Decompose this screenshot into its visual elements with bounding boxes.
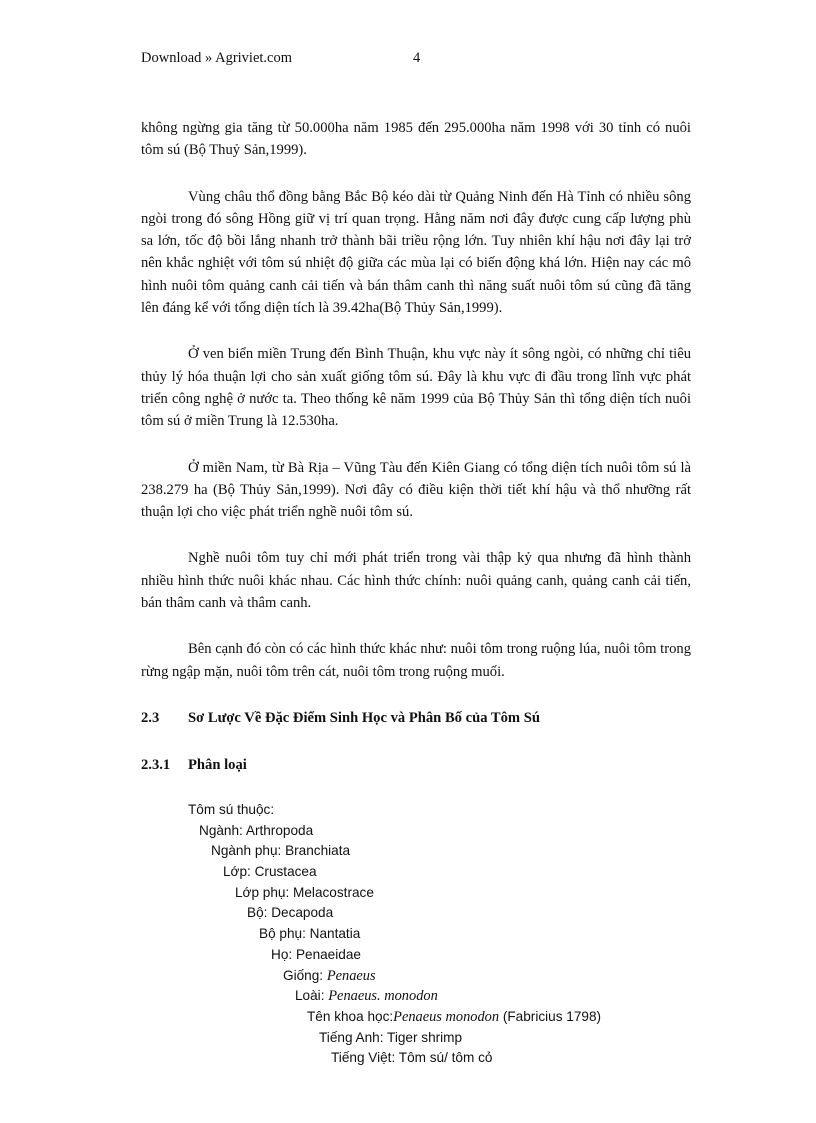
taxonomy-rank-label: Ngành phụ: (211, 843, 286, 859)
taxonomy-rank-value: Melacostrace (293, 884, 374, 900)
taxonomy-rank-value: Penaeus. monodon (328, 988, 438, 1005)
header-source: Download » Agriviet.com (141, 50, 293, 66)
paragraph-other-forms: Bên cạnh đó còn có các hình thức khác như: nuôi tôm trong ruộng lúa, nuôi tôm trong rừng ngập mặn, nuôi tôm trên cát, nuôi tôm trong ruộng muối. (141, 641, 691, 680)
taxonomy-rank-label: Lớp: (223, 864, 255, 880)
taxonomy-rank-suffix: (Fabricius 1798) (499, 1008, 602, 1024)
paragraph-north-delta: Vùng châu thổ đồng bằng Bắc Bộ kéo dài từ Quảng Ninh đến Hà Tỉnh có nhiều sông ngòi trong đó sông Hồng giữ vị trí quan trọng. Hằng năm nơi đây được cung cấp lượng phù sa lớn, tốc độ bồi lắng nhanh trở thành bãi triều rộng lớn. Tuy nhiên khí hậu nơi đây lại trở nên khắc nghiệt với tôm sú nhiệt độ giữa các mùa lại có biến động khá lớn. Hiện nay các mô hình nuôi tôm quảng canh cải tiến và bán thâm canh thì năng suất nuôi tôm sú cũng đã tăng lên đáng kể với tổng diện tích là 39.42ha(Bộ Thủy Sản,1999). (141, 188, 691, 317)
taxonomy-rank-value: Penaeus monodon (393, 1008, 500, 1025)
paragraph-south: Ở miền Nam, từ Bà Rịa – Vũng Tàu đến Kiên Giang có tổng diện tích nuôi tôm sú là 238.279 ha (Bộ Thủy Sản,1999). Nơi đây có điều kiện thời tiết khí hậu và thổ nhưỡng rất thuận lợi cho việc phát triển nghề nuôi tôm sú. (141, 459, 691, 521)
taxonomy-rank-value: Tôm sú/ tôm cỏ (398, 1050, 493, 1066)
taxonomy-rank (141, 1007, 691, 1028)
taxonomy-rank-label: Bộ: (247, 905, 272, 921)
page-number: 4 (413, 50, 421, 66)
subsection-heading (141, 754, 691, 776)
taxonomy-rank-value: Tiger shrimp (387, 1029, 463, 1045)
page-header (141, 50, 681, 70)
taxonomy-rank (141, 1028, 691, 1049)
taxonomy-rank (141, 924, 691, 945)
taxonomy-rank-label: Tiếng Việt: (331, 1050, 399, 1066)
taxonomy-rank (141, 821, 691, 842)
taxonomy-rank-label: Họ: (271, 946, 296, 962)
taxonomy-rank-label: Loài: (295, 988, 329, 1004)
taxonomy-rank-value: Nantatia (309, 926, 361, 942)
paragraph-intro-continuation: không ngừng gia tăng từ 50.000ha năm 1985 đến 295.000ha năm 1998 với 30 tỉnh có nuôi tôm sú (Bộ Thuỷ Sản,1999). (141, 120, 691, 159)
taxonomy-intro: Tôm sú thuộc: (188, 801, 275, 817)
taxonomy-rank-label: Bộ phụ: (259, 926, 310, 942)
taxonomy-rank (141, 841, 691, 862)
section-title: Sơ Lược Về Đặc Điểm Sinh Học và Phân Bố của Tôm Sú (188, 709, 540, 726)
document-body (141, 117, 691, 1069)
taxonomy-rank-label: Tiếng Anh: (319, 1029, 388, 1045)
taxonomy-rank-value: Branchiata (285, 843, 351, 859)
taxonomy-rank-value: Penaeidae (295, 946, 361, 962)
subsection-title: Phân loại (188, 756, 247, 773)
taxonomy-rank-value: Crustacea (254, 864, 317, 880)
taxonomy-rank-value: Arthropoda (245, 822, 314, 838)
taxonomy-rank (141, 862, 691, 883)
paragraph-central-coast: Ở ven biển miền Trung đến Bình Thuận, khu vực này ít sông ngòi, có những chỉ tiêu thủy lý hóa thuận lợi cho sản xuất giống tôm sú. Đây là khu vực đi đầu trong lĩnh vực phát triển công nghệ ở nước ta. Theo thống kê năm 1999 của Bộ Thủy Sản thì tổng diện tích nuôi tôm sú ở miền Trung là 12.530ha. (141, 346, 691, 430)
taxonomy-rank-label: Lớp phụ: (235, 884, 294, 900)
taxonomy-rank (141, 986, 691, 1007)
taxonomy-rank-value: Decapoda (271, 905, 334, 921)
section-number: 2.3 (141, 709, 160, 726)
taxonomy-rank-label: Tên khoa học: (307, 1008, 394, 1024)
taxonomy-rank (141, 903, 691, 924)
taxonomy-rank (141, 1048, 691, 1069)
paragraph-farming-forms: Nghề nuôi tôm tuy chỉ mới phát triển trong vài thập kỷ qua nhưng đã hình thành nhiều hình thức nuôi khác nhau. Các hình thức chính: nuôi quảng canh, quảng canh cải tiến, bán thâm canh và thâm canh. (141, 550, 691, 612)
taxonomy-rank-value: Penaeus (326, 967, 376, 984)
taxonomy-rank-label: Ngành: (199, 822, 246, 838)
taxonomy-rank (141, 966, 691, 987)
taxonomy-rank (141, 945, 691, 966)
subsection-number: 2.3.1 (141, 756, 171, 773)
section-heading (141, 707, 691, 729)
taxonomy-rank-label: Giống: (283, 967, 327, 983)
taxonomy-list (141, 800, 691, 1069)
taxonomy-rank (141, 883, 691, 904)
